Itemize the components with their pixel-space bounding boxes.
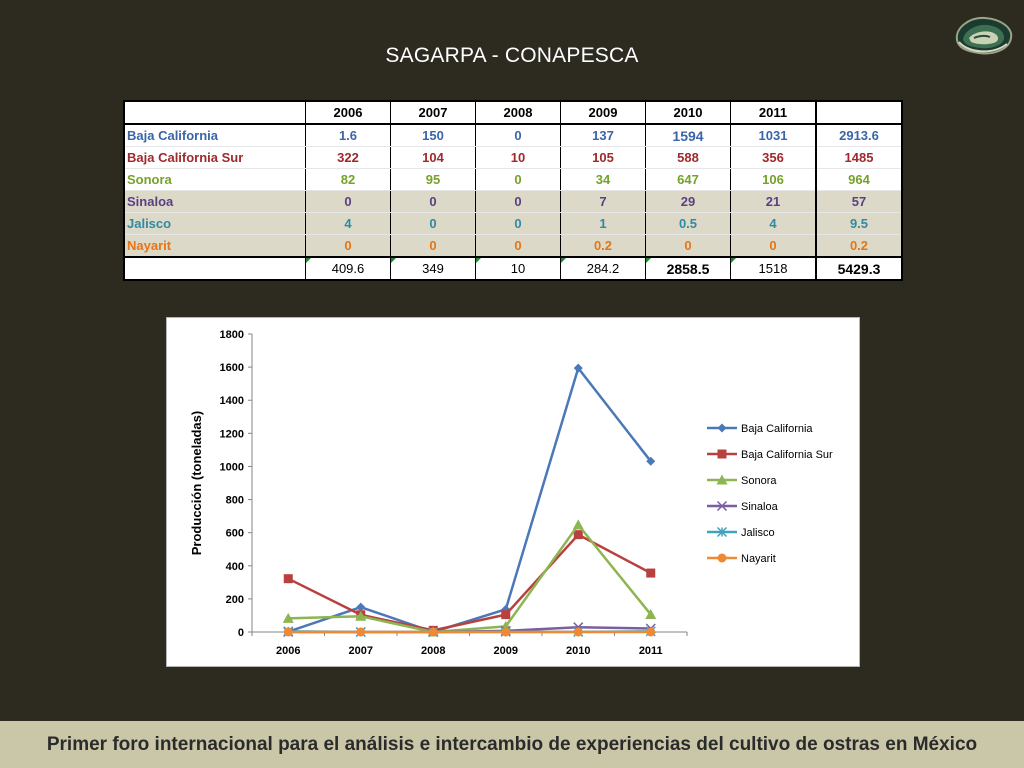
y-tick-label: 1000 bbox=[219, 461, 244, 474]
table-cell: 0 bbox=[391, 213, 476, 235]
y-tick-label: 1200 bbox=[219, 428, 244, 441]
row-label: Nayarit bbox=[124, 235, 306, 258]
x-tick-label: 2007 bbox=[348, 645, 373, 657]
data-point bbox=[574, 530, 583, 539]
table-cell: 1594 bbox=[646, 124, 731, 147]
grand-total-cell: 5429.3 bbox=[816, 257, 902, 280]
table-cell: 0 bbox=[306, 235, 391, 258]
table-cell: 588 bbox=[646, 147, 731, 169]
y-tick-label: 1800 bbox=[219, 329, 244, 341]
row-label: Jalisco bbox=[124, 213, 306, 235]
column-total-cell: 409.6 bbox=[306, 257, 391, 280]
legend-label: Sinaloa bbox=[741, 501, 778, 513]
table-cell: 0 bbox=[476, 169, 561, 191]
legend-marker bbox=[718, 450, 727, 459]
table-row bbox=[124, 213, 902, 235]
y-tick-label: 800 bbox=[225, 494, 244, 507]
production-table bbox=[123, 100, 903, 281]
table-cell: 1031 bbox=[731, 124, 817, 147]
table-cell: 0 bbox=[306, 191, 391, 213]
legend-label: Baja California Sur bbox=[741, 449, 833, 461]
row-total-cell: 9.5 bbox=[816, 213, 902, 235]
y-tick-label: 1400 bbox=[219, 395, 244, 408]
x-tick-label: 2008 bbox=[421, 645, 446, 657]
x-tick-label: 2006 bbox=[276, 645, 301, 657]
footer-text: Primer foro internacional para el análisis e intercambio de experiencias del cultivo de ostras en México bbox=[46, 734, 978, 755]
table-cell: 0 bbox=[391, 191, 476, 213]
row-total-cell: 2913.6 bbox=[816, 124, 902, 147]
table-cell: 105 bbox=[561, 147, 646, 169]
total-column-header bbox=[816, 101, 902, 124]
x-tick-label: 2009 bbox=[493, 645, 518, 657]
table-cell: 0 bbox=[476, 213, 561, 235]
footer-bar bbox=[0, 721, 1024, 768]
row-total-cell: 0.2 bbox=[816, 235, 902, 258]
y-tick-label: 200 bbox=[225, 593, 244, 606]
row-total-cell: 57 bbox=[816, 191, 902, 213]
legend-label: Sonora bbox=[741, 475, 777, 487]
y-tick-label: 400 bbox=[225, 560, 244, 573]
column-total-cell: 2858.5 bbox=[646, 257, 731, 280]
column-header: 2007 bbox=[391, 101, 476, 124]
x-tick-label: 2010 bbox=[566, 645, 591, 657]
table-corner-cell bbox=[124, 101, 306, 124]
totals-label-cell bbox=[124, 257, 306, 280]
table-cell: 150 bbox=[391, 124, 476, 147]
table-row bbox=[124, 147, 902, 169]
table-cell: 4 bbox=[731, 213, 817, 235]
data-point bbox=[356, 628, 365, 637]
table-cell: 1 bbox=[561, 213, 646, 235]
table-cell: 0.2 bbox=[561, 235, 646, 258]
column-total-cell: 349 bbox=[391, 257, 476, 280]
table-cell: 29 bbox=[646, 191, 731, 213]
table-row bbox=[124, 191, 902, 213]
production-chart bbox=[166, 317, 860, 667]
column-total-cell: 10 bbox=[476, 257, 561, 280]
legend-label: Jalisco bbox=[741, 527, 775, 539]
row-label: Sinaloa bbox=[124, 191, 306, 213]
data-point bbox=[646, 628, 655, 637]
x-tick-label: 2011 bbox=[638, 645, 663, 657]
row-total-cell: 964 bbox=[816, 169, 902, 191]
series-line-0 bbox=[288, 368, 651, 632]
y-tick-label: 600 bbox=[225, 527, 244, 540]
series-line-2 bbox=[288, 525, 651, 632]
data-point bbox=[646, 569, 655, 578]
data-point bbox=[574, 628, 583, 637]
table-header-row bbox=[124, 101, 902, 124]
table-cell: 106 bbox=[731, 169, 817, 191]
y-tick-label: 1600 bbox=[219, 362, 244, 375]
legend-marker bbox=[718, 424, 727, 433]
legend-label: Nayarit bbox=[741, 553, 776, 565]
table-cell: 34 bbox=[561, 169, 646, 191]
table-cell: 7 bbox=[561, 191, 646, 213]
column-header: 2006 bbox=[306, 101, 391, 124]
table-cell: 0.5 bbox=[646, 213, 731, 235]
row-label: Baja California bbox=[124, 124, 306, 147]
data-point bbox=[573, 519, 584, 529]
table-cell: 1.6 bbox=[306, 124, 391, 147]
table-cell: 104 bbox=[391, 147, 476, 169]
column-header: 2008 bbox=[476, 101, 561, 124]
table-cell: 10 bbox=[476, 147, 561, 169]
table-cell: 356 bbox=[731, 147, 817, 169]
column-total-cell: 1518 bbox=[731, 257, 817, 280]
table-cell: 0 bbox=[731, 235, 817, 258]
totals-row bbox=[124, 257, 902, 280]
legend-label: Baja California bbox=[741, 423, 813, 435]
row-label: Sonora bbox=[124, 169, 306, 191]
y-axis-label: Producción (toneladas) bbox=[189, 410, 204, 556]
table-cell: 0 bbox=[476, 191, 561, 213]
column-header: 2010 bbox=[646, 101, 731, 124]
table-cell: 0 bbox=[476, 235, 561, 258]
table-cell: 0 bbox=[391, 235, 476, 258]
table-cell: 322 bbox=[306, 147, 391, 169]
table-cell: 0 bbox=[646, 235, 731, 258]
column-header: 2011 bbox=[731, 101, 817, 124]
column-total-cell: 284.2 bbox=[561, 257, 646, 280]
row-total-cell: 1485 bbox=[816, 147, 902, 169]
row-label: Baja California Sur bbox=[124, 147, 306, 169]
table-cell: 0 bbox=[476, 124, 561, 147]
table-row bbox=[124, 124, 902, 147]
table-cell: 4 bbox=[306, 213, 391, 235]
data-point bbox=[284, 574, 293, 583]
data-point bbox=[284, 628, 293, 637]
table-cell: 82 bbox=[306, 169, 391, 191]
slide-title: SAGARPA - CONAPESCA bbox=[385, 44, 639, 67]
table-cell: 21 bbox=[731, 191, 817, 213]
table-cell: 95 bbox=[391, 169, 476, 191]
data-point bbox=[501, 610, 510, 619]
table-row bbox=[124, 169, 902, 191]
table-row bbox=[124, 235, 902, 258]
table-cell: 647 bbox=[646, 169, 731, 191]
legend-marker bbox=[718, 554, 727, 563]
oyster-logo-icon bbox=[953, 12, 1015, 58]
y-tick-label: 0 bbox=[237, 627, 244, 639]
line-chart-svg bbox=[167, 318, 859, 666]
data-point bbox=[501, 627, 510, 636]
data-point bbox=[429, 628, 438, 637]
column-header: 2009 bbox=[561, 101, 646, 124]
table-cell: 137 bbox=[561, 124, 646, 147]
